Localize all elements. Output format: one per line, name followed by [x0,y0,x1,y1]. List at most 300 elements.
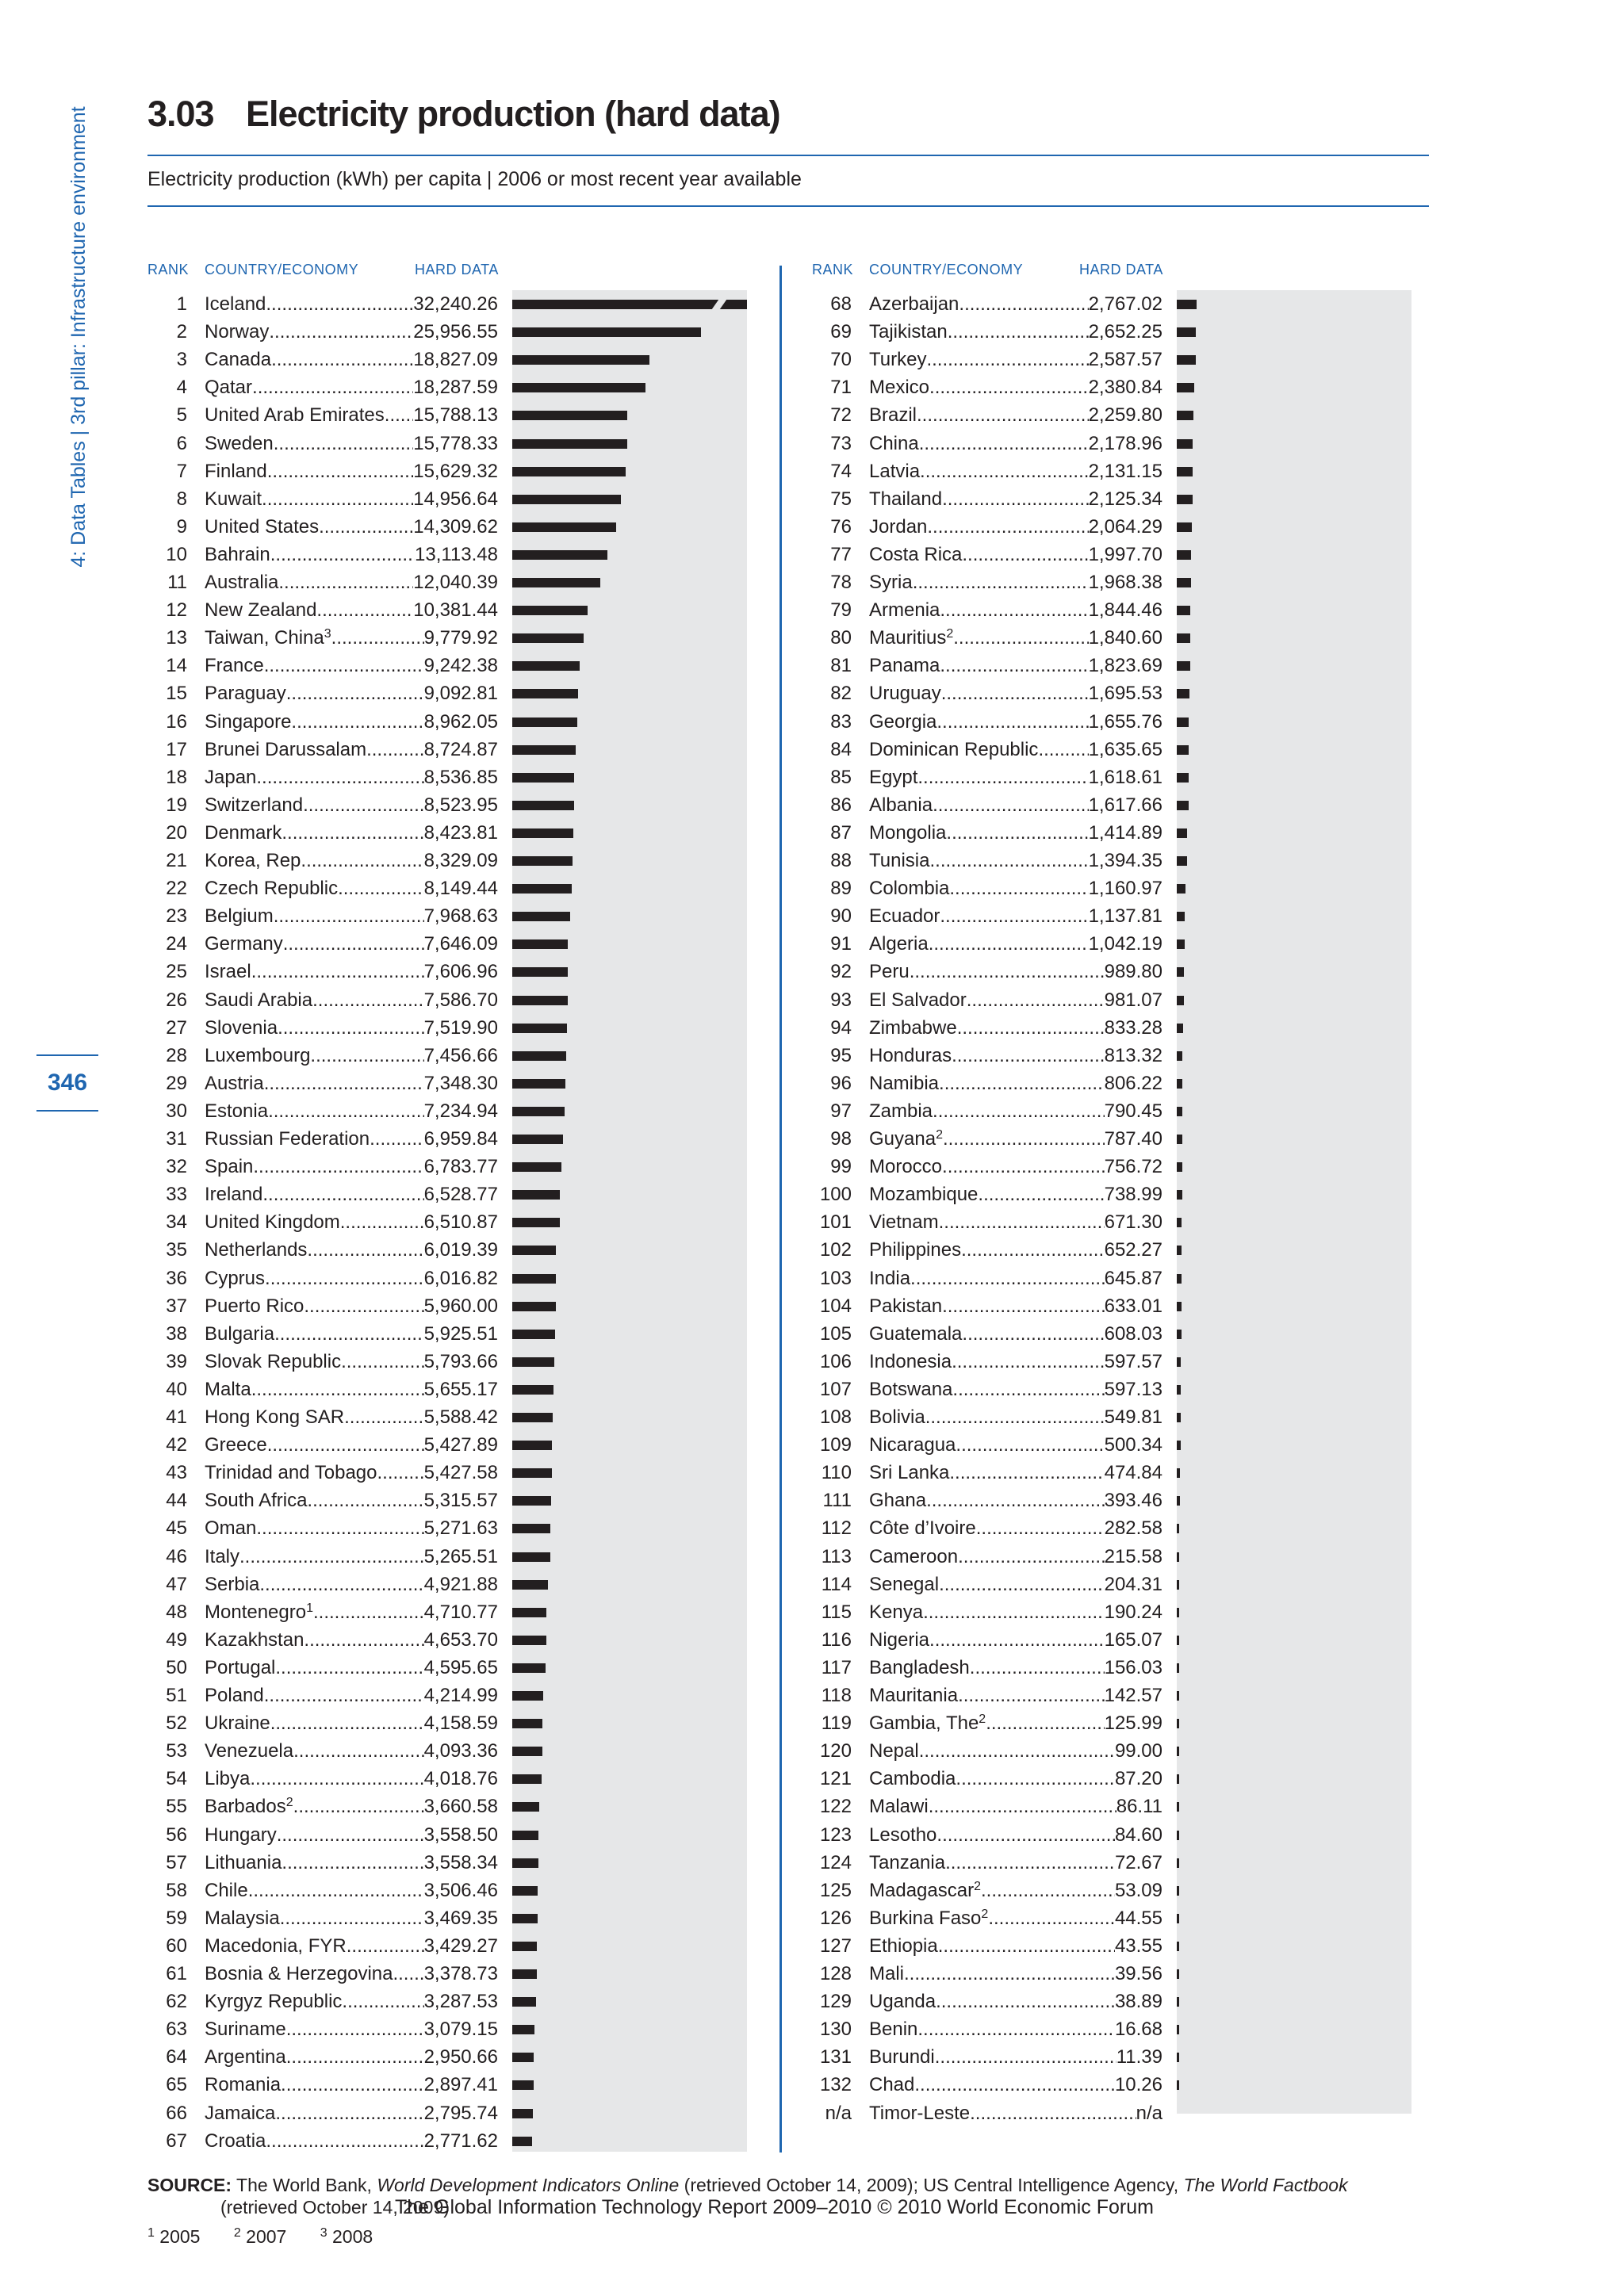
country-name: Czech Republic [205,878,339,900]
country-name: Turkey [869,349,927,371]
value-bar [1177,1441,1181,1450]
value-cell: 84.60 [1114,1823,1162,1846]
value-bar [1177,495,1193,504]
country-leader [205,902,498,930]
value-cell: 1,160.97 [1088,878,1162,900]
rank-cell: 106 [819,1350,852,1372]
rank-cell: 78 [830,572,852,593]
leader-dots [252,373,413,401]
country-name: Thailand [869,488,943,510]
value-header: HARD DATA [1079,262,1163,277]
value-cell: 3,506.46 [423,1879,498,1901]
value-cell: 2,897.41 [423,2074,498,2096]
country-name: Cambodia [869,1768,956,1790]
leader-dots [939,1070,1105,1097]
country-name: Lesotho [869,1823,937,1846]
country-name: Bolivia [869,1406,925,1428]
leader-dots [926,1487,1105,1514]
rank-cell: 4 [176,377,187,399]
country-leader [205,290,498,318]
country-leader [205,1765,498,1793]
value-bar [512,606,588,615]
value-cell: 5,427.58 [423,1462,498,1484]
country-leader [869,1320,1162,1348]
rank-cell: 54 [166,1768,187,1790]
copyright-footer: The Global Information Technology Report 2009–2010 © 2010 World Economic Forum [395,2196,1154,2218]
value-cell: 652.27 [1104,1239,1162,1261]
country-name: Malaysia [205,1907,280,1929]
country-name: Singapore [205,710,292,733]
leader-dots [952,1376,1104,1403]
value-cell: 10,381.44 [413,599,498,622]
value-bar [512,1580,548,1590]
country-name: Brunei Darussalam [205,738,367,760]
country-leader [869,318,1162,346]
source-title: World Development Indicators Online [377,2175,680,2195]
leader-dots [949,874,1088,902]
value-cell: 8,329.09 [423,850,498,871]
value-bar [512,327,701,337]
country-leader [869,1960,1162,1988]
rank-cell: 64 [166,2046,187,2068]
value-cell: n/a [1136,2102,1162,2124]
country-leader [205,1125,498,1153]
leader-dots [366,736,423,763]
value-bar [1177,1385,1181,1395]
rank-cell: 83 [830,710,852,733]
value-cell: 597.57 [1104,1350,1162,1372]
value-bar [1177,327,1196,337]
leader-dots [976,1514,1105,1542]
value-bar [1177,967,1184,977]
country-leader [869,485,1162,513]
leader-dots [986,1709,1104,1737]
country-name: Slovak Republic [205,1350,342,1372]
rank-cell: n/a [825,2102,852,2124]
value-cell: 32,240.26 [413,293,498,315]
country-leader [205,1904,498,1932]
value-bar [1177,1886,1179,1896]
country-leader [869,736,1162,763]
value-cell: 99.00 [1114,1740,1162,1762]
rank-cell: 116 [821,1628,852,1651]
country-name: Ireland [205,1184,263,1206]
rank-cell: 37 [166,1295,187,1317]
country-leader [205,2127,498,2155]
country-name: Germany [205,933,283,955]
rank-cell: 119 [821,1712,852,1735]
value-cell: 813.32 [1104,1044,1162,1066]
value-bar [512,745,576,755]
leader-dots [925,1403,1105,1431]
value-bar [1177,300,1197,309]
value-cell: 393.46 [1104,1490,1162,1512]
value-cell: 4,158.59 [423,1712,498,1735]
country-leader [869,1904,1162,1932]
value-cell: 39.56 [1114,1963,1162,1984]
country-name: Poland [205,1685,264,1706]
leader-dots [340,1208,424,1236]
country-name: Morocco [869,1156,943,1178]
rank-cell: 125 [819,1879,852,1901]
rank-cell: 12 [166,599,187,622]
country-name: Tajikistan [869,321,948,343]
country-name: Honduras [869,1044,952,1066]
country-name: Ecuador [869,905,940,928]
footnote-mark: 1 [306,1601,313,1615]
value-bar [1177,1162,1182,1172]
country-leader [869,1654,1162,1682]
value-cell: 43.55 [1114,1934,1162,1957]
value-cell: 6,959.84 [423,1128,498,1150]
country-leader [869,346,1162,373]
leader-dots [970,2099,1136,2127]
leader-dots [278,568,413,596]
rank-cell: 34 [166,1211,187,1234]
leader-dots [942,1292,1105,1320]
country-leader [869,541,1162,568]
country-leader [869,513,1162,541]
value-cell: 2,795.74 [423,2102,498,2124]
country-name: Guatemala [869,1322,963,1345]
leader-dots [377,1459,424,1487]
country-name: Italy [205,1545,240,1567]
rank-cell: 117 [821,1656,852,1678]
country-leader [205,1932,498,1960]
value-bar [512,718,577,727]
country-leader [869,1208,1162,1236]
country-name: Ghana [869,1490,927,1512]
rank-cell: 16 [166,710,187,733]
country-leader [869,679,1162,707]
rank-cell: 112 [821,1517,852,1540]
leader-dots [277,1821,424,1849]
leader-dots [264,652,424,679]
leader-dots [286,2015,424,2043]
country-leader [205,874,498,902]
leader-dots [293,1793,424,1820]
rank-cell: 99 [830,1156,852,1178]
section-side-tab: 4: Data Tables | 3rd pillar: Infrastructure environment [67,106,90,568]
value-cell: 833.28 [1104,1016,1162,1039]
country-name: Russian Federation [205,1128,370,1150]
rank-cell: 113 [821,1545,852,1567]
country-name: Cyprus [205,1267,266,1289]
country-name: Benin [869,2019,918,2041]
rank-cell: 5 [176,404,187,427]
country-name: Syria [869,572,913,593]
country-leader [205,541,498,568]
country-name: Tunisia [869,850,930,871]
country-name: Qatar [205,377,253,399]
leader-dots [304,1626,423,1654]
footnotes [147,2226,373,2248]
country-leader [205,1097,498,1125]
value-cell: 5,925.51 [423,1322,498,1345]
leader-dots [952,1042,1105,1070]
country-leader [869,1153,1162,1181]
rank-cell: 107 [819,1378,852,1400]
country-leader [205,1265,498,1292]
leader-dots [341,1348,423,1376]
value-cell: 738.99 [1104,1184,1162,1206]
leader-dots [293,1737,423,1765]
country-leader [205,1821,498,1849]
country-name: Zambia [869,1100,933,1122]
value-bar [1177,1330,1182,1339]
value-cell: 790.45 [1104,1100,1162,1122]
value-cell: 6,019.39 [423,1239,498,1261]
country-leader [869,1014,1162,1042]
country-leader [869,1932,1162,1960]
rank-cell: 22 [166,878,187,900]
value-bar [1177,1468,1180,1478]
leader-dots [393,1960,423,1988]
value-cell: 6,783.77 [423,1156,498,1178]
leader-dots [251,958,424,985]
country-leader [869,1598,1162,1626]
country-leader [205,1988,498,2015]
value-cell: 7,968.63 [423,905,498,928]
leader-dots [253,1153,423,1181]
value-bar [1177,1079,1182,1089]
rank-cell: 76 [830,515,852,538]
leader-dots [929,847,1088,874]
country-leader [205,708,498,736]
country-name: Argentina [205,2046,286,2068]
country-name: Costa Rica [869,543,963,565]
page-title: Electricity production (hard data) [246,94,780,134]
value-bar [512,2053,534,2062]
country-leader [205,847,498,874]
country-leader [205,457,498,485]
rank-cell: 62 [166,1991,187,2013]
value-cell: 2,380.84 [1088,377,1162,399]
rank-cell: 103 [819,1267,852,1289]
country-name: Côte d’Ivoire [869,1517,976,1540]
bar-panel-right [1177,290,1411,2114]
leader-dots [282,819,423,847]
country-leader [869,1097,1162,1125]
rank-cell: 98 [830,1128,852,1150]
country-leader [869,708,1162,736]
country-name: Zimbabwe [869,1016,957,1039]
country-leader [205,401,498,429]
leader-dots [978,1181,1104,1208]
country-leader [205,1849,498,1877]
country-name: Austria [205,1072,264,1094]
value-bar [512,1079,565,1089]
country-leader [869,1849,1162,1877]
rank-cell: 81 [830,655,852,677]
country-leader [205,1070,498,1097]
country-leader [205,2071,498,2099]
country-name: Egypt [869,766,918,788]
leader-dots [962,1320,1104,1348]
country-leader [205,819,498,847]
country-leader [869,1793,1162,1820]
rank-cell: 40 [166,1378,187,1400]
value-bar [512,550,607,560]
rank-cell: 36 [166,1267,187,1289]
value-cell: 125.99 [1104,1712,1162,1735]
country-leader [869,958,1162,985]
value-bar [512,801,574,810]
country-name: Algeria [869,933,929,955]
rank-cell: 67 [166,2130,187,2152]
value-bar [1177,1942,1179,1951]
value-cell: 7,456.66 [423,1044,498,1066]
rank-cell: 72 [830,404,852,427]
value-cell: 18,827.09 [413,349,498,371]
value-bar [1177,1496,1180,1506]
value-bar [1177,1969,1179,1979]
value-bar [512,300,747,309]
value-cell: 14,309.62 [413,515,498,538]
value-cell: 86.11 [1116,1796,1162,1818]
leader-dots [946,819,1088,847]
value-cell: 8,536.85 [423,766,498,788]
country-name: Colombia [869,878,950,900]
leader-dots [274,430,413,457]
value-bar [512,1413,553,1422]
rank-cell: 33 [166,1184,187,1206]
country-name: Jordan [869,515,928,538]
country-name: Bulgaria [205,1322,275,1345]
country-leader [869,1236,1162,1264]
value-cell: 597.13 [1104,1378,1162,1400]
leader-dots [920,457,1089,485]
value-cell: 72.67 [1114,1851,1162,1873]
rank-cell: 39 [166,1350,187,1372]
rank-cell: 45 [166,1517,187,1540]
rank-cell: 71 [830,377,852,399]
value-bar [1177,2080,1179,2090]
leader-dots [313,1598,424,1626]
leader-dots [942,485,1089,513]
country-leader [205,791,498,819]
leader-dots [370,1125,423,1153]
value-cell: 2,259.80 [1088,404,1162,427]
value-bar [512,439,627,449]
source-text: (retrieved October 14, 2009) [220,2197,450,2218]
country-name: India [869,1267,911,1289]
leader-dots [933,791,1089,819]
leader-dots [953,624,1088,652]
country-leader [869,652,1162,679]
value-cell: 8,962.05 [423,710,498,733]
value-cell: 13,113.48 [415,543,498,565]
country-leader [205,624,498,652]
value-bar [1177,550,1191,560]
country-leader [869,1543,1162,1571]
rank-cell: 47 [166,1573,187,1595]
rank-cell: 56 [166,1823,187,1846]
country-name: Luxembourg [205,1044,311,1066]
country-name: Venezuela [205,1740,294,1762]
value-cell: 25,956.55 [413,321,498,343]
footnote-mark: 2 [936,1128,943,1142]
rank-cell: 104 [819,1295,852,1317]
country-leader [869,1348,1162,1376]
value-bar [1177,1218,1182,1227]
rank-cell: 7 [176,460,187,482]
rank-cell: 95 [830,1044,852,1066]
value-cell: 6,510.87 [423,1211,498,1234]
leader-dots [264,1682,424,1709]
value-cell: 4,653.70 [423,1628,498,1651]
leader-dots [303,791,424,819]
country-name: Portugal [205,1656,276,1678]
value-bar [1177,1051,1182,1061]
value-bar [1177,1802,1179,1812]
value-bar [512,912,570,921]
leader-dots [936,1988,1115,2015]
country-name: Libya [205,1768,251,1790]
table-subtitle: Electricity production (kWh) per capita | 2006 or most recent year available [147,168,802,190]
country-leader [869,1125,1162,1153]
rank-cell: 118 [821,1685,852,1706]
rank-cell: 100 [819,1184,852,1206]
value-cell: 549.81 [1104,1406,1162,1428]
value-bar [1177,884,1185,894]
value-cell: 190.24 [1104,1601,1162,1623]
value-cell: 806.22 [1104,1072,1162,1094]
leader-dots [958,1543,1105,1571]
leader-dots [958,1682,1105,1709]
value-cell: 1,394.35 [1088,850,1162,871]
value-bar [512,1190,560,1200]
rank-cell: 52 [166,1712,187,1735]
leader-dots [962,541,1088,568]
country-leader [205,1737,498,1765]
country-name: Romania [205,2074,282,2096]
value-cell: 989.80 [1104,961,1162,983]
country-leader [205,1571,498,1598]
value-cell: 474.84 [1104,1462,1162,1484]
value-cell: 2,587.57 [1088,349,1162,371]
rank-cell: 26 [166,989,187,1011]
value-bar [512,1051,566,1061]
leader-dots [331,624,424,652]
leader-dots [248,1877,424,1904]
value-cell: 2,178.96 [1088,432,1162,454]
country-name: Netherlands [205,1239,308,1261]
leader-dots [943,1125,1105,1153]
country-header: COUNTRY/ECONOMY [205,262,359,277]
leader-dots [942,1153,1105,1181]
value-bar [1177,689,1189,698]
rank-cell: 129 [819,1991,852,2013]
country-leader [205,1709,498,1737]
leader-dots [933,1097,1105,1125]
leader-dots [307,1487,423,1514]
value-cell: 1,655.76 [1088,710,1162,733]
rank-cell: 108 [819,1406,852,1428]
rank-cell: 14 [166,655,187,677]
country-name: France [205,655,264,677]
value-bar [1177,606,1190,615]
value-cell: 500.34 [1104,1434,1162,1456]
country-leader [205,1487,498,1514]
country-leader [205,1348,498,1376]
leader-dots [269,318,413,346]
rank-cell: 1 [176,293,187,315]
country-name: Oman [205,1517,257,1540]
country-name: El Salvador [869,989,967,1011]
leader-dots [948,318,1089,346]
country-name: Kyrgyz Republic [205,1991,343,2013]
